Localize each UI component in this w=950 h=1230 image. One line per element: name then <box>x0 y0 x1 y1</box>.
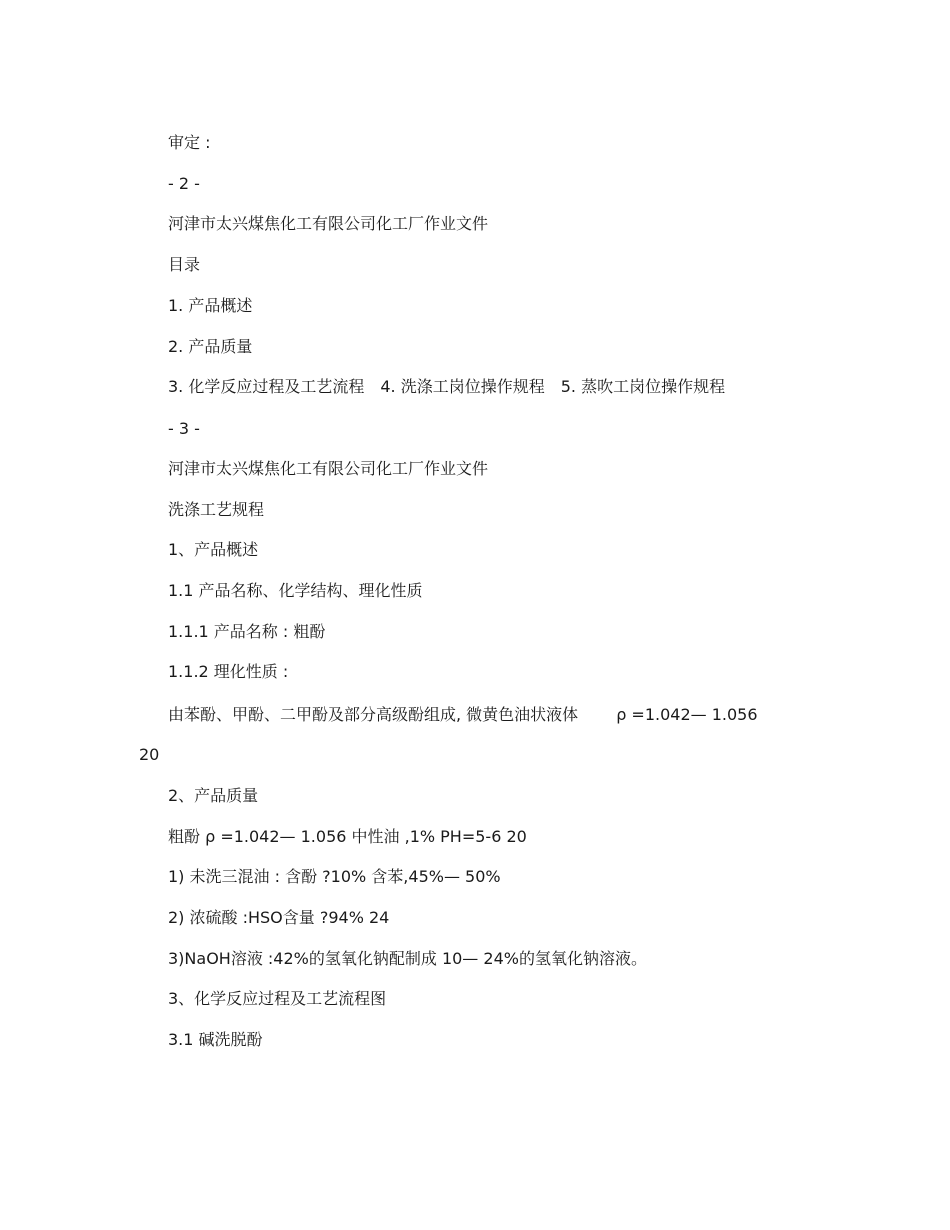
toc-item: 1. 产品概述 <box>168 296 253 315</box>
approval-label: 审定 : <box>168 133 211 152</box>
section-heading: 1、产品概述 <box>168 540 259 559</box>
toc-item: 4. 洗涤工岗位操作规程 <box>380 377 545 396</box>
list-item: 3)NaOH溶液 :42%的氢氧化钠配制成 10— 24%的氢氧化钠溶液。 <box>168 949 647 968</box>
subsection-heading: 1.1.1 产品名称 : 粗酚 <box>168 622 326 641</box>
toc-item: 5. 蒸吹工岗位操作规程 <box>560 377 726 396</box>
subsection-heading: 1.1.2 理化性质 : <box>168 662 289 681</box>
properties-paragraph <box>168 705 758 725</box>
properties-text: 由苯酚、甲酚、二甲酚及部分高级酚组成, 微黄色油状液体 <box>168 705 579 724</box>
section-heading: 2、产品质量 <box>168 786 259 805</box>
toc-item: 3. 化学反应过程及工艺流程 <box>168 377 365 396</box>
document-header: 河津市太兴煤焦化工有限公司化工厂作业文件 <box>168 214 489 233</box>
toc-item-row <box>168 377 725 397</box>
toc-item: 2. 产品质量 <box>168 337 253 356</box>
list-item: 2) 浓硫酸 :HSO含量 ?94% 24 <box>168 908 390 927</box>
density-subscript: 20 <box>139 745 160 764</box>
density-value: ρ =1.042— 1.056 <box>616 705 758 724</box>
section-heading: 3、化学反应过程及工艺流程图 <box>168 989 387 1008</box>
subsection-heading: 3.1 碱洗脱酚 <box>168 1030 263 1049</box>
subsection-heading: 1.1 产品名称、化学结构、理化性质 <box>168 581 423 600</box>
quality-line: 粗酚 ρ =1.042— 1.056 中性油 ,1% PH=5-6 20 <box>168 827 527 846</box>
list-item: 1) 未洗三混油 : 含酚 ?10% 含苯,45%— 50% <box>168 867 501 886</box>
document-title: 洗涤工艺规程 <box>168 500 265 519</box>
page-number-2: - 2 - <box>168 174 200 193</box>
page-number-3: - 3 - <box>168 419 200 438</box>
document-header: 河津市太兴煤焦化工有限公司化工厂作业文件 <box>168 459 489 478</box>
toc-title: 目录 <box>168 255 201 274</box>
